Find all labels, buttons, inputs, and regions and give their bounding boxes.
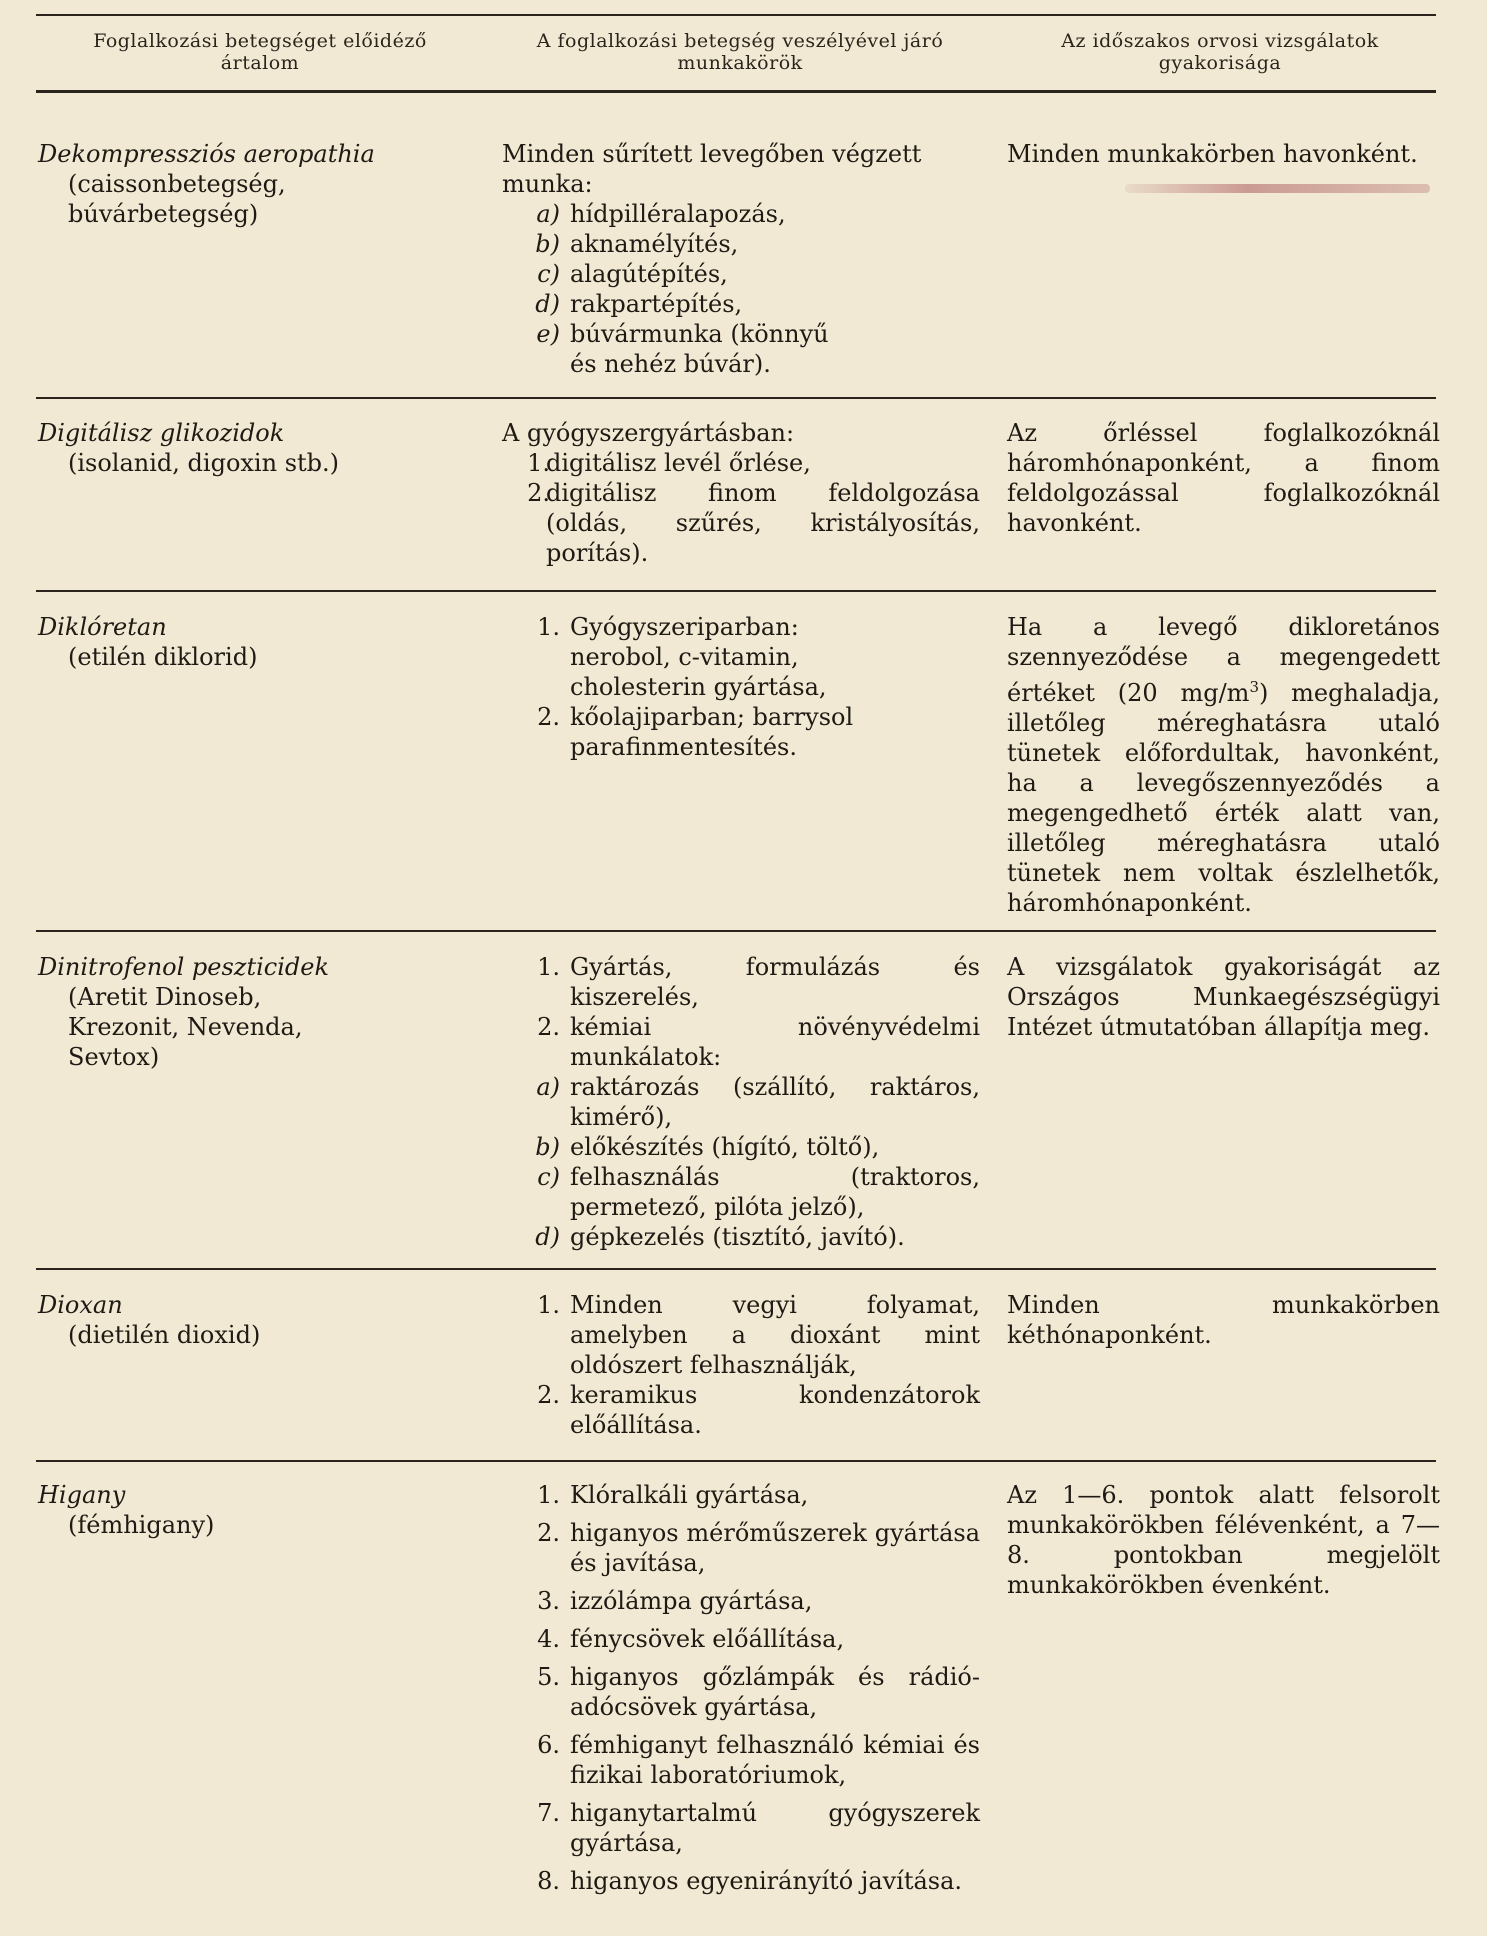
- header-col-hazard: Foglalkozási betegséget előidéző ártalom: [93, 30, 427, 74]
- list-item: 1. Minden vegyi folyamat, amelyben a dioxánt mint oldószert felhasználják,: [537, 1291, 980, 1379]
- list-item: 2. higanyos mérőműszerek gyártása és javítása,: [537, 1519, 980, 1577]
- row-4-hazard: [38, 952, 478, 1072]
- list-item: 2. kőolajiparban; barrysol parafinmentesítés.: [537, 703, 854, 761]
- list-item: e) búvármunka (könnyű és nehéz búvár).: [536, 320, 829, 378]
- hazard-name: Higany: [38, 1481, 126, 1509]
- row-rule: [36, 1268, 1436, 1270]
- ink-smear: [1125, 184, 1430, 193]
- row-5-hazard: [38, 1290, 478, 1350]
- row-rule: [36, 590, 1436, 592]
- list-item: 5. higanyos gőzlámpák és rádió-adócsövek gyártása,: [537, 1663, 980, 1721]
- row-3-jobs: [502, 612, 980, 762]
- header-col-frequency: Az időszakos orvosi vizsgálatok gyakorisága: [1061, 30, 1379, 74]
- jobs-list: [502, 199, 980, 379]
- hazard-subtitle: (isolanid, digoxin stb.): [68, 449, 340, 477]
- hazard-name: Digitálisz glikozidok: [38, 419, 285, 447]
- list-item: d) gépkezelés (tisztító, javító).: [535, 1223, 905, 1251]
- list-item: 8. higanyos egyenirányító javítása.: [537, 1867, 963, 1895]
- top-rule: [36, 14, 1436, 16]
- hazard-subtitle: (fémhigany): [68, 1511, 215, 1539]
- hazard-subtitle: (dietilén dioxid): [68, 1321, 261, 1349]
- row-6-hazard: [38, 1480, 478, 1540]
- list-item: 7. higanytartalmú gyógyszerek gyártása,: [537, 1799, 980, 1857]
- jobs-list: [502, 612, 980, 762]
- row-rule: [36, 1460, 1436, 1462]
- header-col-jobs: A foglalkozási betegség veszélyével járó munkakörök: [536, 30, 944, 74]
- row-1-frequency: Minden munkakörben havonként.: [1007, 140, 1418, 168]
- row-2-jobs: [502, 418, 980, 568]
- jobs-intro: Minden sűrített levegőben végzett munka:: [502, 140, 922, 198]
- jobs-list: [502, 1480, 980, 1896]
- row-4-jobs: [502, 952, 980, 1252]
- header-rule: [36, 90, 1436, 93]
- row-rule: [36, 397, 1436, 399]
- jobs-list: [502, 1290, 980, 1440]
- row-4-frequency: A vizsgálatok gyakoriságát az Országos Munkaegészségügyi Intézet útmutatóban állapítja meg.: [1007, 953, 1440, 1041]
- hazard-subtitle: (Aretit Dinoseb, Krezonit, Nevenda, Sevtox): [68, 983, 303, 1071]
- row-2-frequency: Az őrléssel foglalkozóknál háromhónaponként, a finom feldolgozással foglalkozóknál havonként.: [1007, 419, 1440, 537]
- jobs-list: [502, 952, 980, 1252]
- jobs-list: [502, 448, 980, 568]
- list-item: 2. keramikus kondenzátorok előállítása.: [537, 1381, 980, 1439]
- list-item: d) rakpartépítés,: [535, 290, 743, 318]
- list-item: 2. digitálisz finom feldolgozása (oldás, szűrés, kristályosítás, porítás).: [527, 479, 980, 567]
- list-item: 1. Gyógyszeriparban: nerobol, c-vitamin, cholesterin gyártása,: [537, 613, 827, 701]
- row-3-hazard: [38, 612, 478, 672]
- row-6-jobs: [502, 1480, 980, 1896]
- row-5-frequency: Minden munkakörben kéthónaponként.: [1007, 1291, 1440, 1349]
- row-1-hazard: [38, 139, 478, 229]
- list-item: 2. kémiai növényvédelmi munkálatok:: [537, 1013, 980, 1071]
- hazard-name: Diklóretan: [38, 613, 167, 641]
- row-5-jobs: [502, 1290, 980, 1440]
- row-1-jobs: [502, 139, 980, 379]
- list-item: 3. izzólámpa gyártása,: [537, 1587, 813, 1615]
- list-item: c) alagútépítés,: [537, 260, 728, 288]
- row-6-frequency: Az 1—6. pontok alatt felsorolt munkakörökben félévenként, a 7—8. pontokban megjelölt munkakörökben évenként.: [1007, 1481, 1440, 1599]
- row-rule: [36, 930, 1436, 932]
- hazard-subtitle: (caissonbetegség, búvárbetegség): [68, 170, 286, 228]
- list-item: 1. Gyártás, formulázás és kiszerelés,: [537, 953, 980, 1011]
- list-item: a) hídpilléralapozás,: [536, 200, 786, 228]
- list-item: b) aknamélyítés,: [535, 230, 739, 258]
- list-item: 4. fénycsövek előállítása,: [537, 1625, 845, 1653]
- hazard-subtitle: (etilén diklorid): [68, 643, 258, 671]
- hazard-name: Dioxan: [38, 1291, 123, 1319]
- list-item: b) előkészítés (hígító, töltő),: [535, 1133, 880, 1161]
- row-2-hazard: [38, 418, 478, 478]
- list-item: 6. fémhiganyt felhasználó kémiai és fizikai laboratóriumok,: [537, 1731, 980, 1789]
- hazard-name: Dinitrofenol peszticidek: [38, 953, 329, 981]
- hazard-name: Dekompressziós aeropathia: [38, 140, 375, 168]
- list-item: a) raktározás (szállító, raktáros, kimérő),: [536, 1073, 980, 1131]
- list-item: c) felhasználás (traktoros, permetező, pilóta jelző),: [537, 1163, 980, 1221]
- jobs-intro: A gyógyszergyártásban:: [502, 419, 795, 447]
- list-item: 1. Klóralkáli gyártása,: [537, 1481, 809, 1509]
- row-3-frequency: Ha a levegő dikloretános szennyeződése a megengedett értéket (20 $mg/m^3$) meghaladja, illetőleg méreghatásra utaló tünetek előfordultak, havonként, ha a levegőszennyeződés a megengedhető érték alatt van, illetőleg méreghatásra utaló tünetek nem voltak észlelhetők, háromhónaponként.: [1007, 613, 1440, 917]
- list-item: 1. digitálisz levél őrlése,: [527, 449, 811, 477]
